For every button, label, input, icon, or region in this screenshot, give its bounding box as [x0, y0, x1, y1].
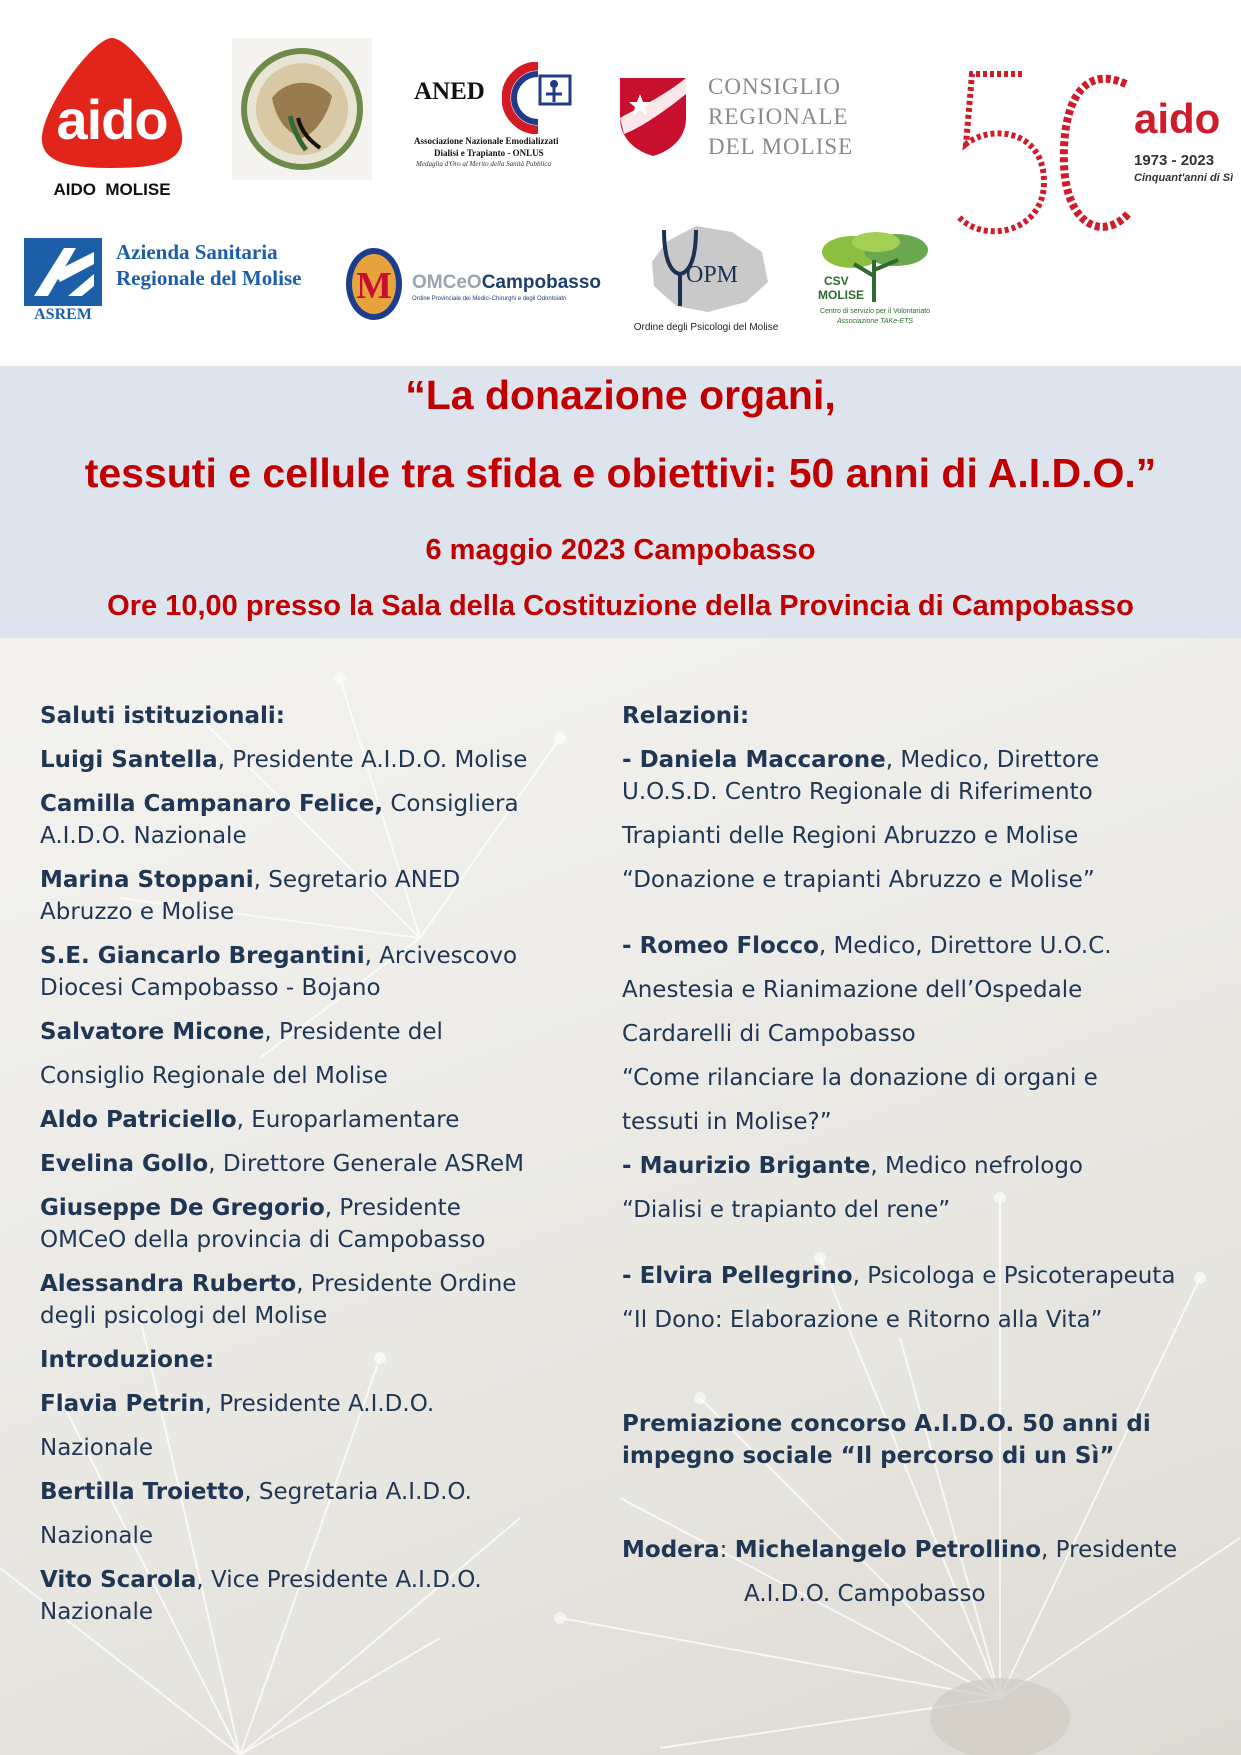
speaker-role: , Medico, Direttore: [885, 747, 1100, 773]
speaker-name: Luigi Santella: [40, 747, 218, 773]
consiglio-regionale-logo: [618, 72, 868, 162]
speaker-name: Elvira Pellegrino: [639, 1263, 853, 1289]
aned-emblem-icon: [502, 62, 578, 134]
speaker-role: , Presidente Ordine: [296, 1271, 517, 1297]
speaker-name: Salvatore Micone: [40, 1019, 265, 1045]
csv-sub-1: Centro di servizio per il Volontariato: [819, 308, 931, 315]
speaker-role: , Presidente del: [264, 1019, 443, 1045]
anniversary-years: 1973 - 2023: [1134, 152, 1215, 169]
speaker-role-cont: Anestesia e Rianimazione dell’Ospedale: [622, 977, 1083, 1003]
speaker-role: , Medico, Direttore U.O.C.: [818, 933, 1112, 959]
csv-logo: [810, 230, 940, 330]
speaker-name: Romeo Flocco: [639, 933, 819, 959]
speaker-role-cont: Trapianti delle Regioni Abruzzo e Molise: [622, 823, 1079, 849]
speaker-name: Bertilla Troietto: [40, 1479, 245, 1505]
speaker-role-cont: OMCeO della provincia di Campobasso: [40, 1227, 486, 1253]
svg-text:M: M: [356, 265, 392, 307]
talk-title-cont: tessuti in Molise?”: [622, 1109, 832, 1135]
moderator-role-cont: A.I.D.O. Campobasso: [744, 1581, 986, 1607]
speaker-role-cont: degli psicologi del Molise: [40, 1303, 328, 1329]
fifty-mark-icon: [952, 64, 1132, 254]
moderator-name: Michelangelo Petrollino: [734, 1537, 1042, 1563]
speaker-patriciello: [40, 1104, 459, 1136]
speaker-name: Marina Stoppani: [40, 867, 254, 893]
talk-title: “Il Dono: Elaborazione e Ritorno alla Vita”: [622, 1307, 1103, 1333]
aned-logo: [410, 62, 580, 172]
logo-header: [0, 0, 1241, 366]
consiglio-line-1: CONSIGLIO: [708, 74, 841, 99]
speaker-name: Flavia Petrin: [40, 1391, 205, 1417]
event-date: 6 maggio 2023 Campobasso: [425, 534, 816, 566]
aned-line-1: Associazione Nazionale Emodializzati: [414, 136, 559, 146]
transplant-centre-seal: [232, 38, 372, 180]
programme-content: [0, 638, 1241, 1755]
speaker-role: Consigliera: [383, 791, 519, 817]
aido-logo: [36, 34, 188, 170]
award-line-2: impegno sociale “Il percorso di un Sì”: [622, 1443, 1115, 1469]
event-venue: Ore 10,00 presso la Sala della Costituzione della Provincia di Campobasso: [107, 590, 1134, 622]
speaker-name: S.E. Giancarlo Bregantini: [40, 943, 365, 969]
speaker-name: Giuseppe De Gregorio: [40, 1195, 325, 1221]
speaker-role: , Presidente A.I.D.O.: [204, 1391, 435, 1417]
moderator-role: , Presidente: [1041, 1537, 1178, 1563]
speaker-name: Alessandra Ruberto: [40, 1271, 297, 1297]
relazioni-heading-text: Relazioni:: [622, 703, 750, 729]
speaker-role-cont: Abruzzo e Molise: [40, 899, 235, 925]
asrem-line-1: Azienda Sanitaria: [116, 240, 278, 264]
speaker-role-cont: Cardarelli di Campobasso: [622, 1021, 916, 1047]
speaker-role: , Arcivescovo: [364, 943, 518, 969]
speaker-role-cont: Nazionale: [40, 1523, 154, 1549]
asrem-line-2: Regionale del Molise: [116, 266, 302, 290]
speaker-role-cont: A.I.D.O. Nazionale: [40, 823, 247, 849]
aido-caption: AIDO MOLISE: [53, 180, 171, 199]
omceo-name-b: Campobasso: [481, 272, 601, 293]
omceo-subtitle: Ordine Provinciale dei Medici-Chirurghi e degli Odontoiatri: [412, 296, 567, 302]
speaker-gollo: [40, 1148, 524, 1180]
moderator-colon: :: [719, 1537, 735, 1563]
csv-name-2: MOLISE: [818, 288, 865, 302]
event-title-line-2: tessuti e cellule tra sfida e obiettivi: 50 anni di A.I.D.O.”: [84, 450, 1157, 496]
omceo-logo: [340, 244, 620, 324]
speaker-role-cont: Nazionale: [40, 1435, 154, 1461]
speaker-role-cont: U.O.S.D. Centro Regionale di Riferimento: [622, 779, 1093, 805]
speaker-name: Camilla Campanaro Felice,: [40, 791, 384, 817]
dash: -: [622, 933, 640, 959]
speaker-name: Evelina Gollo: [40, 1151, 209, 1177]
dash: -: [622, 1263, 640, 1289]
opm-logo: [626, 222, 786, 338]
speaker-role-cont: Diocesi Campobasso - Bojano: [40, 975, 381, 1001]
speaker-name: Aldo Patriciello: [40, 1107, 237, 1133]
saluti-heading: [40, 700, 285, 732]
opm-mark: OPM: [686, 262, 739, 288]
aned-line-3: Medaglia d'Oro al Merito della Sanità Pubblica: [416, 160, 551, 168]
omceo-name: [412, 272, 601, 294]
saluti-heading-text: Saluti istituzionali:: [40, 703, 285, 729]
aido-logo-text: aido: [56, 88, 168, 151]
csv-sub-2: Associazione TAKe-ETS: [836, 318, 914, 325]
asrem-emblem-icon: [24, 238, 104, 306]
opm-caption: Ordine degli Psicologi del Molise: [633, 322, 779, 333]
award-line-1: Premiazione concorso A.I.D.O. 50 anni di: [622, 1411, 1151, 1437]
moderator-label: Modera: [622, 1537, 720, 1563]
speaker-role: , Vice Presidente A.I.D.O.: [196, 1567, 482, 1593]
relazioni-heading: [622, 700, 749, 732]
speaker-name: Maurizio Brigante: [639, 1153, 871, 1179]
talk-title: “Dialisi e trapianto del rene”: [622, 1197, 951, 1223]
speaker-role: , Presidente: [324, 1195, 461, 1221]
speaker-role: , Psicologa e Psicoterapeuta: [852, 1263, 1176, 1289]
dash: -: [622, 747, 640, 773]
speaker-role-cont: Consiglio Regionale del Molise: [40, 1063, 388, 1089]
talk-title: “Come rilanciare la donazione di organi e: [622, 1065, 1098, 1091]
anniversary-tagline: Cinquant'anni di Sì: [1134, 172, 1234, 184]
speaker-role: , Segretario ANED: [253, 867, 461, 893]
speaker-role: , Medico nefrologo: [870, 1153, 1083, 1179]
speaker-role-cont: Nazionale: [40, 1599, 154, 1625]
speaker-name: Daniela Maccarone: [639, 747, 886, 773]
csv-name-1: CSV: [824, 274, 849, 288]
aned-name: ANED: [414, 78, 485, 105]
speaker-role: , Europarlamentare: [236, 1107, 460, 1133]
anniversary-logo: [952, 64, 1232, 254]
intro-heading-text: Introduzione:: [40, 1347, 215, 1373]
asrem-logo: [24, 238, 344, 324]
omceo-emblem-icon: [340, 244, 404, 322]
speaker-name: Vito Scarola: [40, 1567, 197, 1593]
consiglio-line-2: REGIONALE: [708, 104, 849, 129]
intro-heading: [40, 1344, 214, 1376]
asrem-short: ASREM: [34, 306, 92, 323]
molise-shield-icon: [618, 74, 688, 158]
seal-emblem-icon: [232, 38, 372, 180]
dash: -: [622, 1153, 640, 1179]
speaker-role: , Presidente A.I.D.O. Molise: [217, 747, 528, 773]
anniversary-brand: aido: [1134, 95, 1221, 142]
speaker-role: , Direttore Generale ASReM: [208, 1151, 524, 1177]
title-band: [0, 366, 1241, 638]
event-title-line-1: “La donazione organi,: [405, 372, 836, 418]
speaker-role: , Segretaria A.I.D.O.: [244, 1479, 472, 1505]
aned-line-2: Dialisi e Trapianto - ONLUS: [434, 148, 544, 158]
speaker-santella: [40, 744, 527, 776]
consiglio-line-3: DEL MOLISE: [708, 134, 854, 159]
talk-title: “Donazione e trapianti Abruzzo e Molise”: [622, 867, 1095, 893]
omceo-name-a: OMCeO: [412, 272, 482, 293]
